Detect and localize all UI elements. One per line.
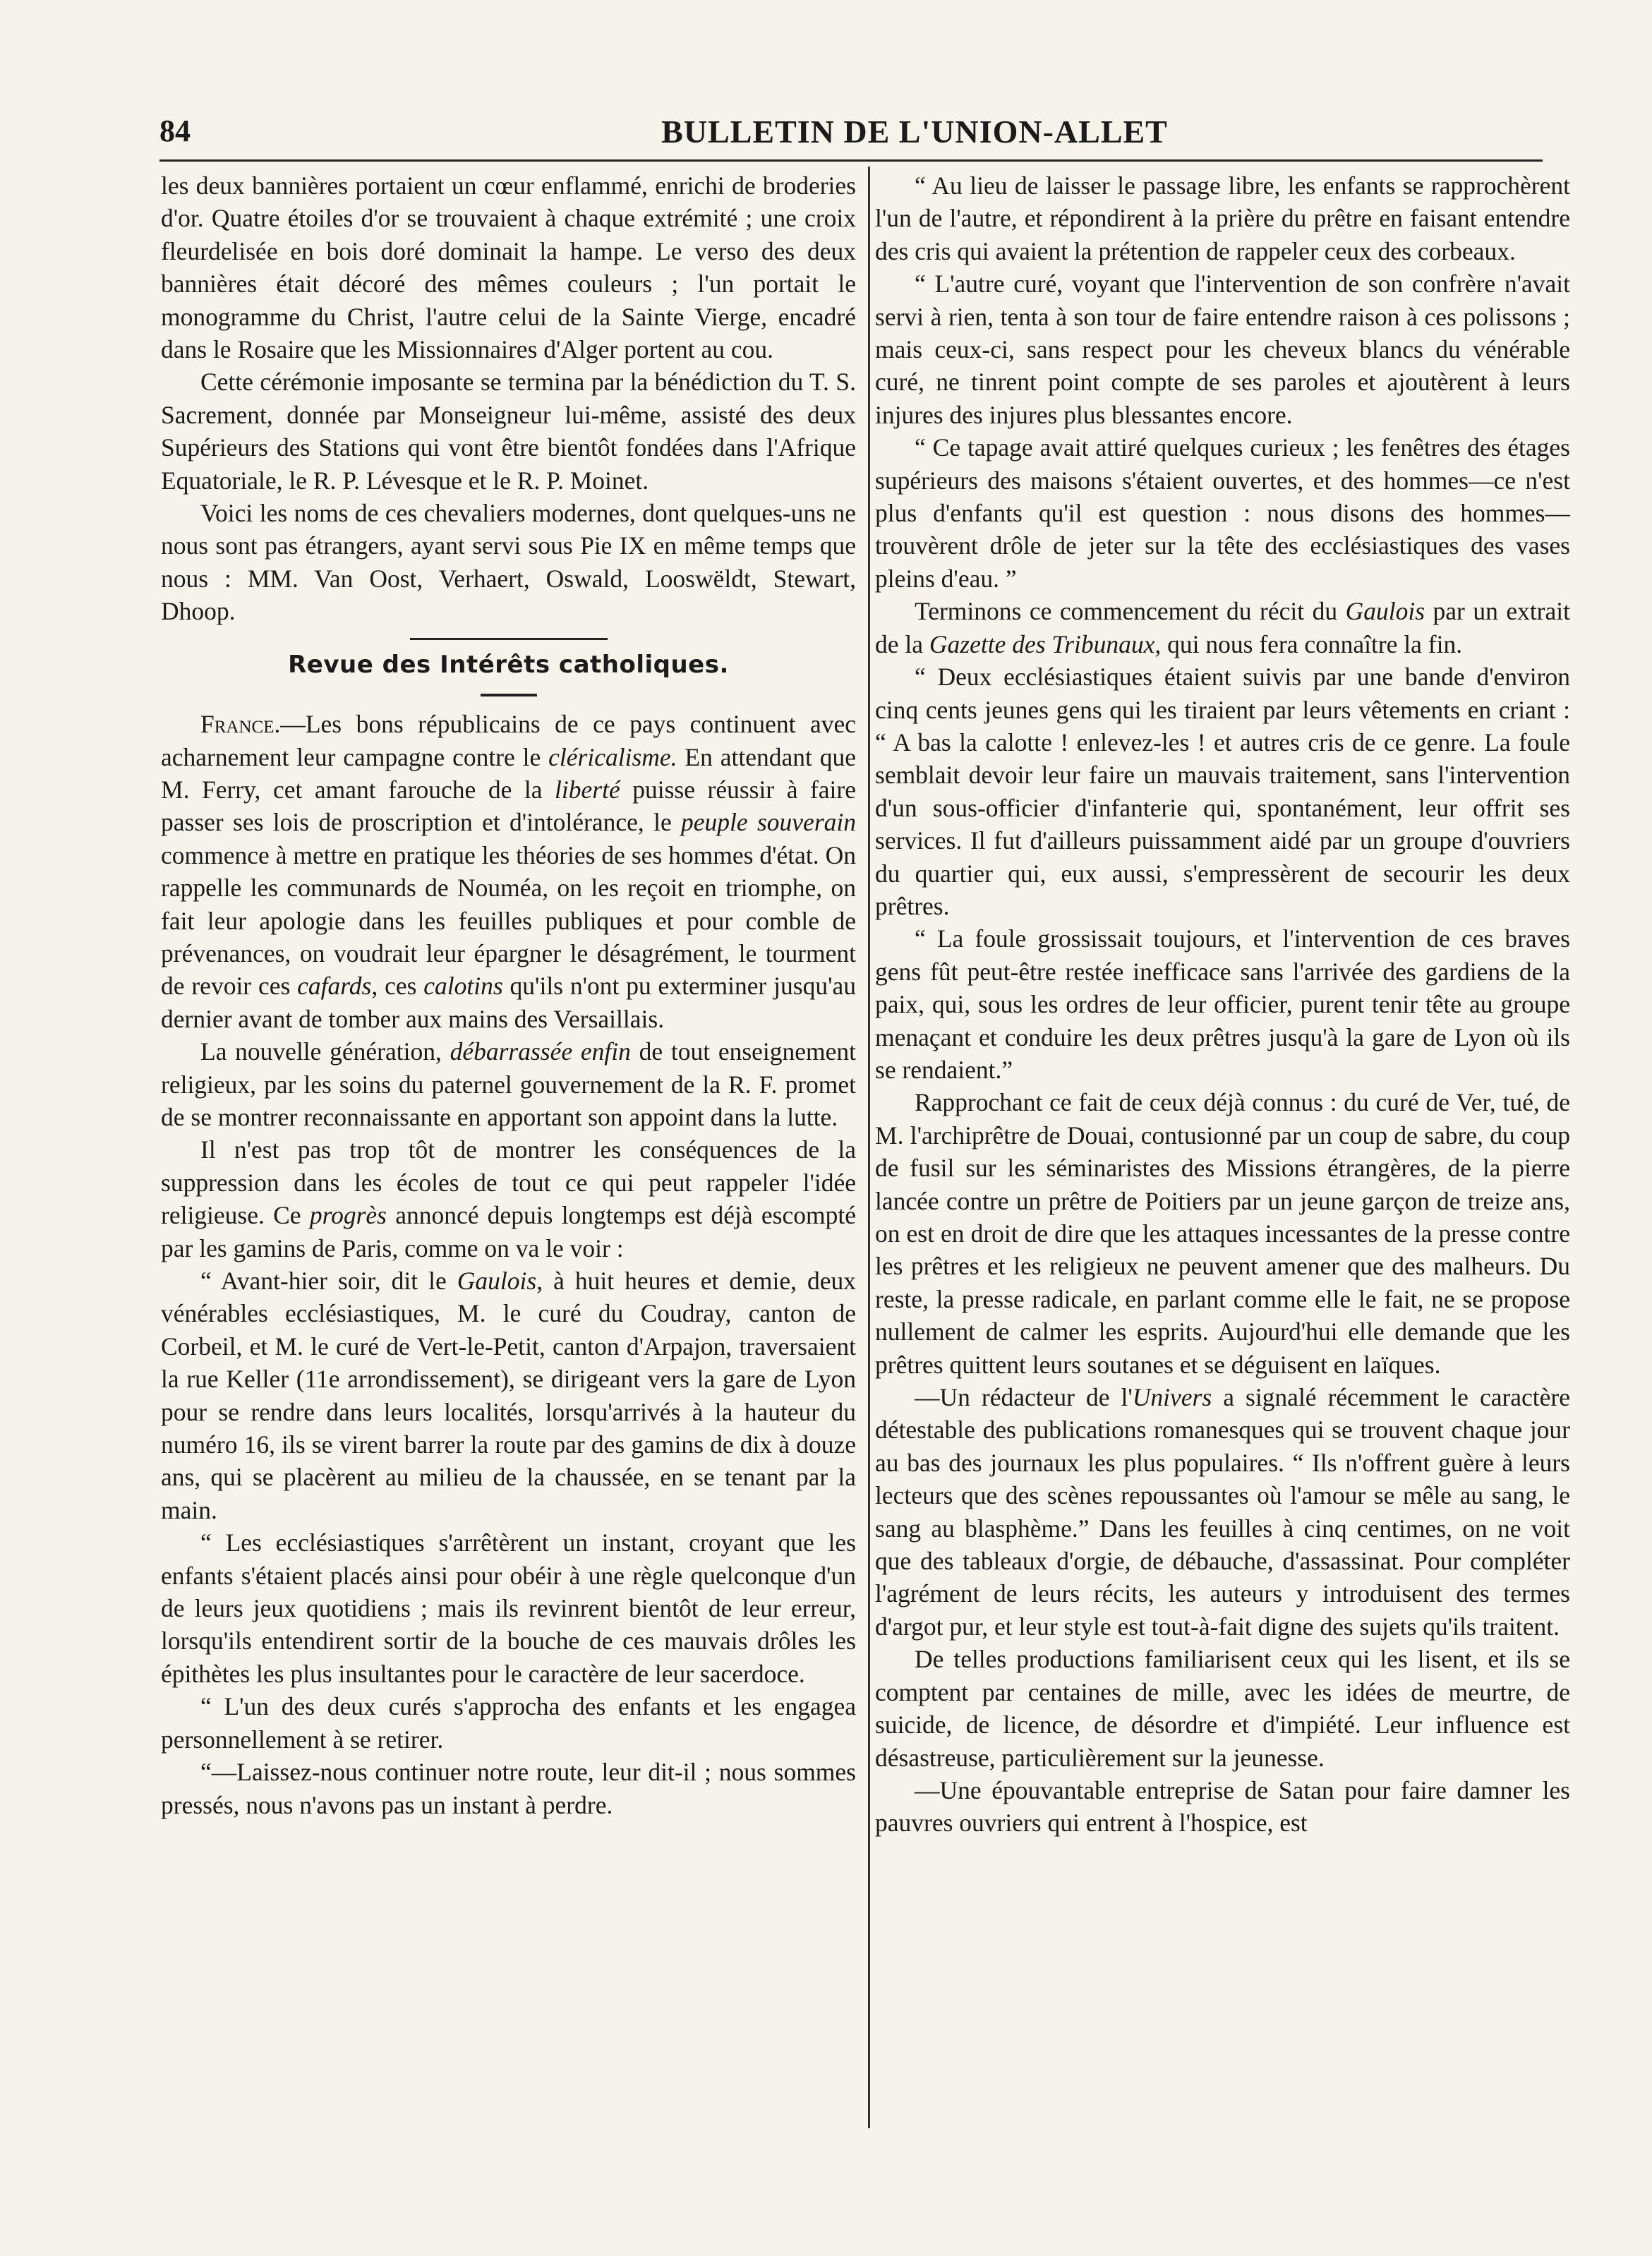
page-header: [159, 113, 1543, 155]
paragraph: Rapprochant ce fait de ceux déjà connus : du curé de Ver, tué, de M. l'archiprêtre de Douai, contusionné par un coup de sabre, du coup de fusil sur les séminaristes des Missions étrangères, de la pierre lancée contre un prêtre de Poitiers par un jeune garçon de treize ans, on est en droit de dire que les attaques incessantes de la presse contre les prêtres et les religieux ne peuvent amener que des malheurs. Du reste, la presse radicale, en parlant comme elle le fait, ne se propose nullement de calmer les esprits. Aujourd'hui elle demande que les prêtres quittent leurs soutanes et se déguisent en laïques.: [875, 1088, 1570, 1379]
section-title-rule: [481, 694, 537, 696]
paragraph: “ Au lieu de laisser le passage libre, les enfants se rapprochèrent l'un de l'autre, et répondirent à la prière du prêtre en faisant entendre des cris qui avaient la prétention de rappeler ceux des corbeaux.: [875, 171, 1570, 265]
paragraph: —Une épouvantable entreprise de Satan pour faire damner les pauvres ouvriers qui entrent à l'hospice, est: [875, 1775, 1570, 1838]
paragraph: Cette cérémonie imposante se termina par la bénédiction du T. S. Sacrement, donnée par Monseigneur lui-même, assisté des deux Supérieurs des Stations qui vont être bientôt fondées dans l'Afrique Equatoriale, le R. P. Lévesque et le R. P. Moinet.: [161, 368, 856, 495]
paragraph: Il n'est pas trop tôt de montrer les conséquences de la suppression dans les écoles de tout ce qui peut rappeler l'idée religieuse. Ce progrès annoncé depuis longtemps est déjà escompté par les gamins de Paris, comme on va le voir :: [161, 1135, 856, 1262]
page-number: 84: [159, 114, 191, 148]
header-rule: [159, 159, 1543, 162]
country-lead: France.: [200, 710, 281, 739]
paragraph: De telles productions familiarisent ceux qui les lisent, et ils se comptent par centaines de mille, avec les idées de meurtre, de suicide, de licence, de désordre et d'impiété. Leur influence est désastreuse, particulièrement sur la jeunesse.: [875, 1645, 1570, 1772]
paragraph: —Un rédacteur de l'Univers a signalé récemment le caractère détestable des publications romanesques qui se trouvent chaque jour au bas des journaux les plus populaires. “ Ils n'offrent guère à leurs lecteurs que des scènes repoussantes où l'amour se mêle au sang, le sang au blasphème.” Dans les feuilles à cinq centimes, on ne voit que des tableaux d'orgie, de débauche, d'assassinat. Pour compléter l'agrément de leurs récits, les auteurs y introduisent des termes d'argot pur, et leur style est tout-à-fait digne des sujets qu'ils traitent.: [875, 1383, 1570, 1641]
running-title: BULLETIN DE L'UNION-ALLET: [661, 114, 1168, 150]
paragraph: “ Les ecclésiastiques s'arrêtèrent un instant, croyant que les enfants s'étaient placés ainsi pour obéir à une règle quelconque d'un de leurs jeux quotidiens ; mais ils revinrent bientôt de leur erreur, lorsqu'ils entendirent sortir de la bouche de ces mauvais drôles les épithètes les plus insultantes pour le caractère de leur sacerdoce.: [161, 1528, 856, 1688]
paragraph: “ L'un des deux curés s'approcha des enfants et les engagea personnellement à se retirer.: [161, 1692, 856, 1754]
column-divider: [868, 167, 870, 2128]
right-column: [875, 169, 1570, 1840]
left-column: [161, 169, 856, 1821]
paragraph: France.—Les bons républicains de ce pays continuent avec acharnement leur campagne contre le cléricalisme. En attendant que M. Ferry, cet amant farouche de la liberté puisse réussir à faire passer ses lois de proscription et d'intolérance, le peuple souverain commence à mettre en pratique les théories de ses hommes d'état. On rappelle les communards de Nouméa, on les reçoit en triomphe, on fait leur apologie dans les feuilles publiques et pour comble de prévenances, on voudrait leur épargner le désagrément, le tourment de revoir ces cafards, ces calotins qu'ils n'ont pu exterminer jusqu'au dernier avant de tomber aux mains des Versaillais.: [161, 710, 856, 1033]
paragraph: “ Deux ecclésiastiques étaient suivis par une bande d'environ cinq cents jeunes gens qui les tiraient par leurs vêtements en criant : “ A bas la calotte ! enlevez-les ! et autres cris de ce genre. La foule semblait devoir leur faire un mauvais traitement, sans l'intervention d'un sous-officier d'infanterie qui, spontanément, leur offrit ses services. Il fut d'ailleurs puissamment aidé par un groupe d'ouvriers du quartier qui, eux aussi, s'empressèrent de secourir les deux prêtres.: [875, 663, 1570, 920]
paragraph: “ Ce tapage avait attiré quelques curieux ; les fenêtres des étages supérieurs des maisons s'étaient ouvertes, et des hommes—ce n'est plus d'enfants qu'il est question : nous disons des hommes—trouvèrent drôle de jeter sur la tête des ecclésiastiques des vases pleins d'eau. ”: [875, 433, 1570, 593]
paragraph: les deux bannières portaient un cœur enflammé, enrichi de broderies d'or. Quatre étoiles d'or se trouvaient à chaque extrémité ; une croix fleurdelisée en bois doré dominait la hampe. Le verso des deux bannières était décoré des mêmes couleurs ; l'un portait le monogramme du Christ, l'autre celui de la Sainte Vierge, encadré dans le Rosaire que les Missionnaires d'Alger portent au cou.: [161, 171, 856, 364]
section-title: Revue des Intérêts catholiques.: [288, 650, 729, 679]
paragraph: Terminons ce commencement du récit du Gaulois par un extrait de la Gazette des Tribunaux, qui nous fera connaître la fin.: [875, 597, 1570, 658]
paragraph: “ La foule grossissait toujours, et l'intervention de ces braves gens fût peut-être restée inefficace sans l'arrivée des gardiens de la paix, qui, sous les ordres de leur officier, purent tenir tête au groupe menaçant et conduire les deux prêtres jusqu'à la gare de Lyon où ils se rendaient.”: [875, 924, 1570, 1084]
section-separator-rule: [410, 638, 608, 640]
paragraph: “ Avant-hier soir, dit le Gaulois, à huit heures et demie, deux vénérables ecclésiastiques, M. le curé du Coudray, canton de Corbeil, et M. le curé de Vert-le-Petit, canton d'Arpajon, traversaient la rue Keller (11e arrondissement), se dirigeant vers la gare de Lyon pour se rendre dans leurs localités, lorsqu'arrivés à la hauteur du numéro 16, ils se virent barrer la route par des gamins de dix à douze ans, qui se placèrent au milieu de la chaussée, en se tenant par la main.: [161, 1267, 857, 1524]
paragraph: “—Laissez-nous continuer notre route, leur dit-il ; nous sommes pressés, nous n'avons pas un instant à perdre.: [161, 1758, 856, 1819]
paragraph: Voici les noms de ces chevaliers modernes, dont quelques-uns ne nous sont pas étrangers, ayant servi sous Pie IX en même temps que nous : MM. Van Oost, Verhaert, Oswald, Looswëldt, Stewart, Dhoop.: [161, 499, 856, 626]
paragraph: “ L'autre curé, voyant que l'intervention de son confrère n'avait servi à rien, tenta à son tour de faire entendre raison à ces polissons ; mais ceux-ci, sans respect pour les cheveux blancs du vénérable curé, ne tinrent point compte de ses paroles et ajoutèrent à leurs injures des injures plus blessantes encore.: [875, 270, 1570, 429]
paragraph: La nouvelle génération, débarrassée enfin de tout enseignement religieux, par les soins du paternel gouvernement de la R. F. promet de se montrer reconnaissante en apportant son appoint dans la lutte.: [161, 1037, 857, 1131]
